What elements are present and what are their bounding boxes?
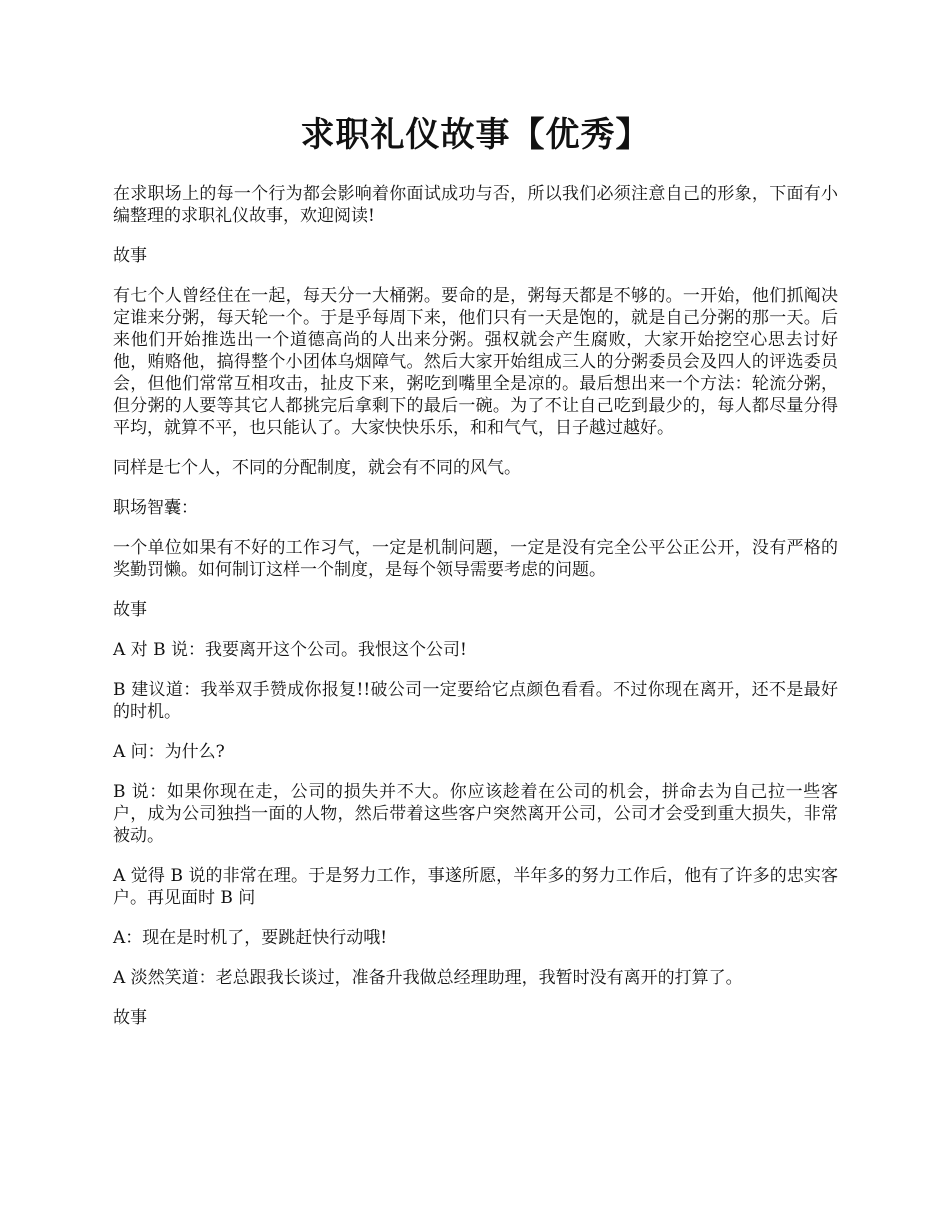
- dialogue-line: A 问：为什么?: [113, 742, 225, 762]
- dialogue-line: A 觉得 B 说的非常在理。于是努力工作，事遂所愿，半年多的努力工作后，他有了许多的忠实客户。再见面时 B 问: [113, 866, 838, 908]
- workplace-tips-paragraph: 一个单位如果有不好的工作习气，一定是机制问题，一定是没有完全公平公正公开，没有严格的奖勤罚懒。如何制订这样一个制度，是每个领导需要考虑的问题。: [113, 538, 838, 580]
- story-1-conclusion: 同样是七个人，不同的分配制度，就会有不同的风气。: [113, 458, 521, 478]
- dialogue-line: B 建议道：我举双手赞成你报复!!破公司一定要给它点颜色看看。不过你现在离开，还不是最好的时机。: [113, 680, 838, 722]
- dialogue-line: A 对 B 说：我要离开这个公司。我恨这个公司!: [113, 640, 467, 660]
- section-heading-story-1: 故事: [113, 246, 147, 266]
- section-heading-story-3: 故事: [113, 1008, 147, 1028]
- dialogue-line: A 淡然笑道：老总跟我长谈过，准备升我做总经理助理，我暂时没有离开的打算了。: [113, 968, 743, 988]
- dialogue-line: A：现在是时机了，要跳赶快行动哦!: [113, 928, 388, 948]
- workplace-tips-heading: 职场智囊：: [113, 498, 198, 518]
- section-heading-story-2: 故事: [113, 600, 147, 620]
- dialogue-line: B 说：如果你现在走，公司的损失并不大。你应该趁着在公司的机会，拼命去为自己拉一些客户，成为公司独挡一面的人物，然后带着这些客户突然离开公司，公司才会受到重大损失，非常被动。: [113, 782, 838, 846]
- story-1-paragraph: 有七个人曾经住在一起，每天分一大桶粥。要命的是，粥每天都是不够的。一开始，他们抓阄决定谁来分粥，每天轮一个。于是乎每周下来，他们只有一天是饱的，就是自己分粥的那一天。后来他们开始推选出一个道德高尚的人出来分粥。强权就会产生腐败，大家开始挖空心思去讨好他，贿赂他，搞得整个小团体乌烟障气。然后大家开始组成三人的分粥委员会及四人的评选委员会，但他们常常互相攻击，扯皮下来，粥吃到嘴里全是凉的。最后想出来一个方法：轮流分粥，但分粥的人要等其它人都挑完后拿剩下的最后一碗。为了不让自己吃到最少的，每人都尽量分得平均，就算不平，也只能认了。大家快快乐乐，和和气气，日子越过越好。: [113, 286, 838, 438]
- intro-paragraph: 在求职场上的每一个行为都会影响着你面试成功与否，所以我们必须注意自己的形象，下面有小编整理的求职礼仪故事，欢迎阅读!: [113, 184, 838, 226]
- document-title: 求职礼仪故事【优秀】: [300, 115, 651, 155]
